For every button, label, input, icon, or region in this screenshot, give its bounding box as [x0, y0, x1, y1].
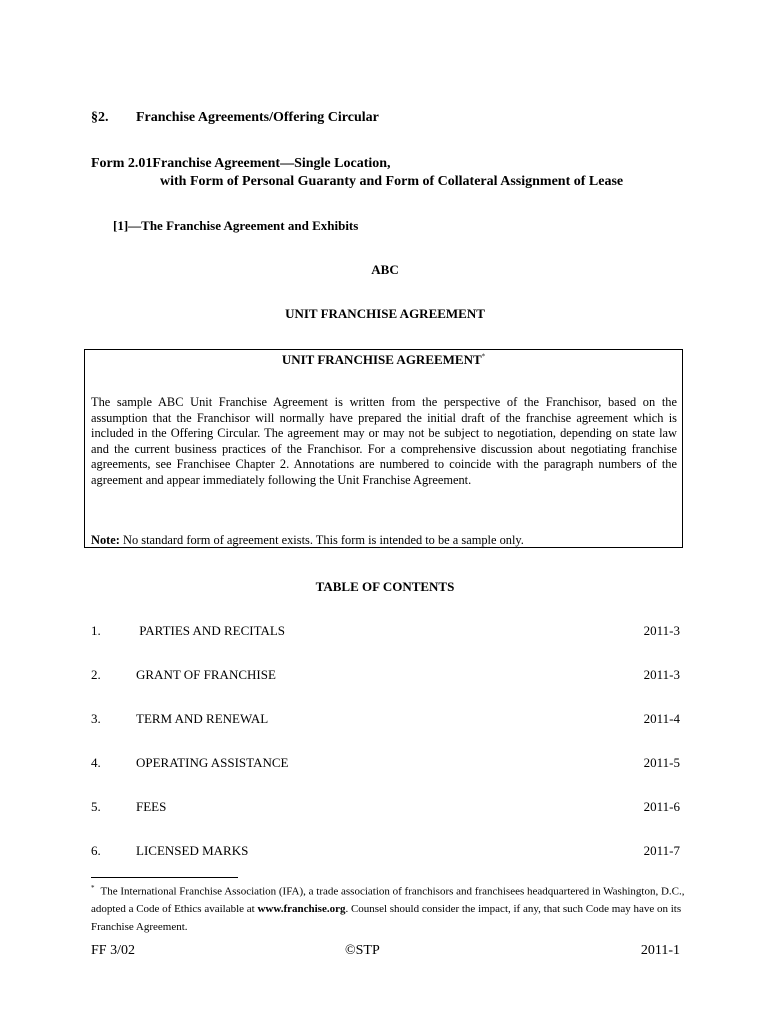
toc-item-page: 2011-5 [643, 755, 680, 770]
footnote-marker: * [91, 884, 95, 892]
note-label: Note: [91, 533, 120, 547]
annotation-box-title [85, 352, 682, 368]
toc-item-number: 3. [91, 711, 101, 726]
toc-item-number: 5. [91, 799, 101, 814]
footer-left: FF 3/02 [91, 943, 135, 958]
toc-item-title[interactable]: LICENSED MARKS [136, 843, 249, 858]
toc-item-title[interactable]: FEES [136, 799, 167, 814]
form-title-line1: Form 2.01Franchise Agreement—Single Location, [91, 156, 391, 171]
toc-item-number: 2. [91, 667, 101, 682]
annotation-paragraph: The sample ABC Unit Franchise Agreement is written from the perspective of the Franchisor, based on the assumption that the Franchisor will normally have prepared the initial draft of the franchise agreement which is included in the Offering Circular. The agreement may or may not be subject to negotiation, depending on state law and the current business practices of the Franchisor. For a comprehensive discussion about negotiating franchise agreements, see Franchisee Chapter 2. Annotations are numbered to coincide with the paragraph numbers of the agreement and appear immediately following the Unit Franchise Agreement. [91, 395, 677, 487]
agreement-title: UNIT FRANCHISE AGREEMENT [285, 306, 485, 321]
note-text: No standard form of agreement exists. This form is intended to be a sample only. [119, 533, 524, 547]
company-name: ABC [371, 262, 399, 277]
footnote-separator [91, 877, 238, 878]
toc-item-title[interactable]: TERM AND RENEWAL [136, 711, 269, 726]
form-title-line2: with Form of Personal Guaranty and Form of Collateral Assignment of Lease [160, 174, 624, 189]
annotation-box [84, 349, 683, 548]
toc-item-number: 4. [91, 755, 101, 770]
subheading: [1]—The Franchise Agreement and Exhibits [113, 218, 359, 233]
footnote [91, 880, 691, 936]
annotation-note [91, 533, 524, 548]
toc-item-title[interactable]: PARTIES AND RECITALS [136, 623, 286, 638]
toc-item-page: 2011-7 [643, 843, 680, 858]
toc-item-page: 2011-6 [643, 799, 680, 814]
footnote-text-before: The International Franchise Association (IFA), a trade association of franchisors and franchisees headquartered in Washington, D.C., adopted a Code of Ethics available at [91, 885, 685, 916]
toc-heading: TABLE OF CONTENTS [315, 579, 455, 594]
toc-item-title[interactable]: OPERATING ASSISTANCE [136, 755, 289, 770]
toc-item-page: 2011-3 [643, 623, 680, 638]
footnote-link[interactable]: www.franchise.org [257, 903, 346, 916]
section-number: §2. [91, 110, 109, 125]
annotation-box-title-text: UNIT FRANCHISE AGREEMENT [281, 352, 482, 367]
footnote-ref-marker[interactable]: * [481, 352, 486, 361]
toc-item-page: 2011-3 [643, 667, 680, 682]
footer-copyright: ©STP [345, 943, 380, 958]
footer-page-number: 2011-1 [640, 943, 680, 958]
section-title: Franchise Agreements/Offering Circular [136, 110, 379, 125]
toc-item-page: 2011-4 [643, 711, 680, 726]
toc-item-title[interactable]: GRANT OF FRANCHISE [136, 667, 276, 682]
toc-item-number: 1. [91, 623, 101, 638]
toc-item-number: 6. [91, 843, 101, 858]
footnote-text-after: . Counsel should consider the impact, if any, that such Code may have on its Franchise Agreement. [91, 903, 682, 933]
